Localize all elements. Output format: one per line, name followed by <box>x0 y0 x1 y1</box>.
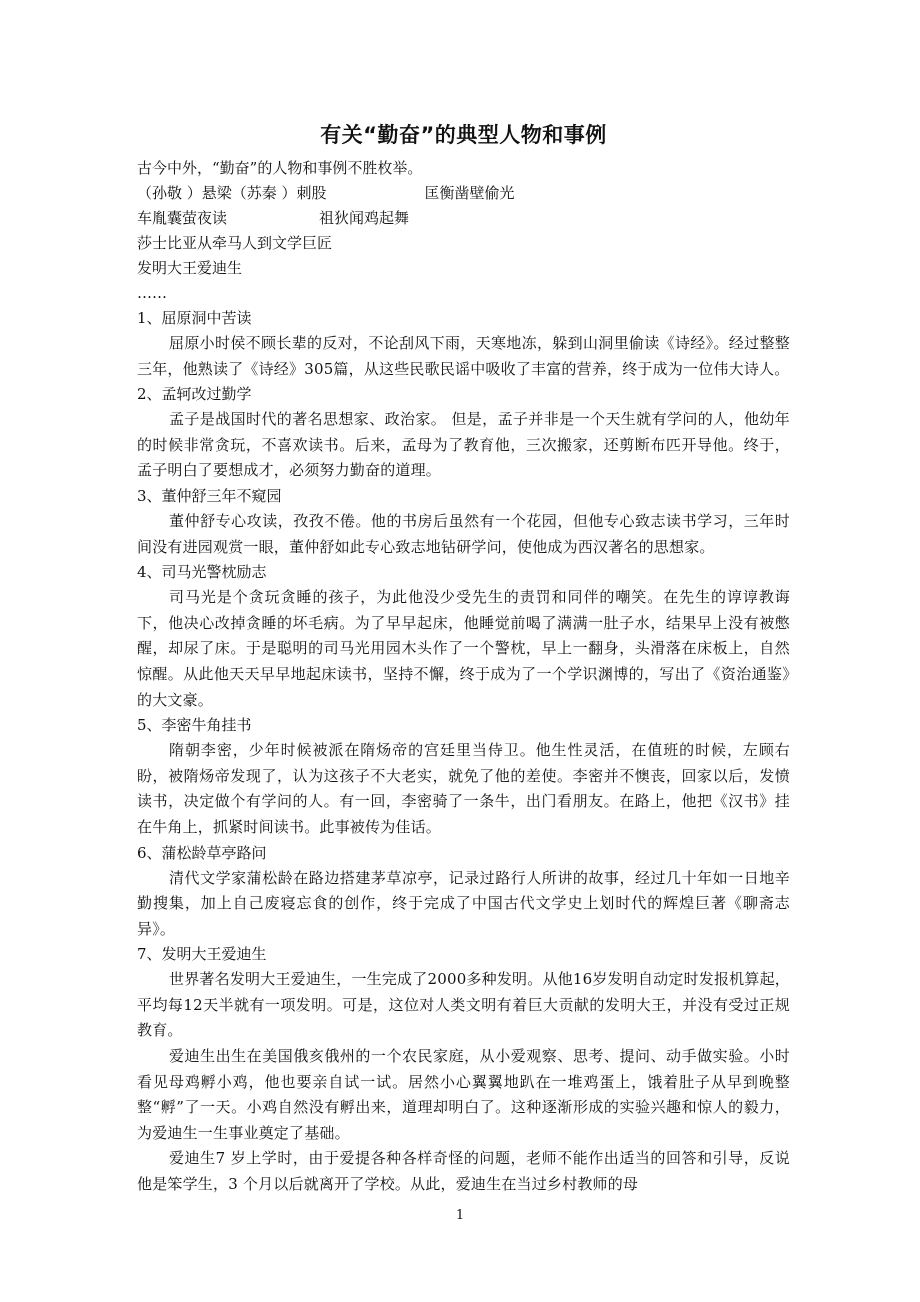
section-paragraph: 隋朝李密，少年时候被派在隋炀帝的宫廷里当侍卫。他生性灵活，在值班的时候，左顾右盼，被隋炀帝发现了，认为这孩子不大老实，就免了他的差使。李密并不懊丧，回家以后，发愤读书，决定做个有学问的人。有一回，李密骑了一条牛，出门看朋友。在路上，他把《汉书》挂在牛角上，抓紧时间读书。此事被传为佳话。 <box>137 741 790 836</box>
section-paragraph: 清代文学家蒲松龄在路边搭建茅草凉亭，记录过路行人所讲的故事，经过几十年如一日地辛勤搜集，加上自己废寝忘食的创作，终于完成了中国古代文学史上划时代的辉煌巨著《聊斋志异》。 <box>137 868 790 938</box>
section-heading: 7、发明大王爱迪生 <box>137 945 267 964</box>
intro-line <box>137 181 790 206</box>
intro-item: 祖狄闻鸡起舞 <box>319 209 410 227</box>
document-title: 有关“勤奋”的典型人物和事例 <box>320 123 607 147</box>
intro-line <box>137 206 790 231</box>
section-paragraph: 屈原小时侯不顾长辈的反对，不论刮风下雨，天寒地冻，躲到山洞里偷读《诗经》。经过整整三年，他熟读了《诗经》305篇，从这些民歌民谣中吸收了丰富的营养，终于成为一位伟大诗人。 <box>137 334 790 378</box>
section <box>137 560 790 713</box>
section-paragraph: 董仲舒专心攻读，孜孜不倦。他的书房后虽然有一个花园，但他专心致志读书学习，三年时间没有进园观赏一眼，董仲舒如此专心致志地钻研学问，使他成为西汉著名的思想家。 <box>137 511 790 556</box>
section-paragraph: 孟子是战国时代的著名思想家、政治家。 但是，孟子并非是一个天生就有学问的人，他幼年的时候非常贪玩，不喜欢读书。后来，孟母为了教育他，三次搬家，还剪断布匹开导他。终于，孟子明白了要想成才，必须努力勤奋的道理。 <box>137 410 790 480</box>
intro-item: （孙敬 ）悬梁（苏秦 ）刺股 <box>137 184 327 202</box>
page-number: 1 <box>455 1208 465 1223</box>
intro-item: 匡衡凿壁偷光 <box>424 184 515 202</box>
section-heading: 6、蒲松龄草亭路问 <box>137 843 267 862</box>
section <box>137 841 790 943</box>
intro-item: 车胤囊萤夜读 <box>137 209 228 227</box>
section-paragraph: 爱迪生7 岁上学时，由于爱提各种各样奇怪的问题，老师不能作出适当的回答和引导，反说他是笨学生，3 个月以后就离开了学校。从此，爱迪生在当过乡村教师的母 <box>137 1149 790 1194</box>
section-paragraph: 世界著名发明大王爱迪生，一生完成了2000多种发明。从他16岁发明自动定时发报机算起，平均每12天半就有一项发明。可是，这位对人类文明有着巨大贡献的发明大王，并没有受过正规教育。 <box>137 970 790 1040</box>
intro-ellipsis: …… <box>137 284 167 302</box>
section <box>137 484 790 560</box>
document-body <box>137 120 790 1198</box>
intro-line: 发明大王爱迪生 <box>137 259 243 277</box>
section-heading: 3、董仲舒三年不窥园 <box>137 486 282 505</box>
section <box>137 713 790 840</box>
section <box>137 306 790 382</box>
intro-block <box>137 156 790 306</box>
section-heading: 2、孟轲改过勤学 <box>137 385 252 404</box>
section-heading: 5、李密牛角挂书 <box>137 716 252 735</box>
section-paragraph: 爱迪生出生在美国俄亥俄州的一个农民家庭，从小爱观察、思考、提问、动手做实验。小时看见母鸡孵小鸡，他也要亲自试一试。居然小心翼翼地趴在一堆鸡蛋上，饿着肚子从早到晚整整“孵”了一天。小鸡自然没有孵出来，道理却明白了。这种逐渐形成的实验兴趣和惊人的毅力，为爱迪生一生事业奠定了基础。 <box>137 1047 790 1142</box>
section-heading: 1、屈原洞中苦读 <box>137 309 252 327</box>
section <box>137 942 790 1197</box>
section-heading: 4、司马光警枕励志 <box>137 563 267 582</box>
section <box>137 382 790 484</box>
section-paragraph: 司马光是个贪玩贪睡的孩子，为此他没少受先生的责罚和同伴的嘲笑。在先生的谆谆教诲下，他决心改掉贪睡的坏毛病。为了早早起床，他睡觉前喝了满满一肚子水，结果早上没有被憋醒，却尿了床。于是聪明的司马光用园木头作了一个警枕，早上一翻身，头滑落在床板上，自然惊醒。从此他天天早早地起床读书，坚持不懈，终于成为了一个学识渊博的，写出了《资治通鉴》的大文豪。 <box>137 588 790 709</box>
intro-line: 莎士比亚从牵马人到文学巨匠 <box>137 234 333 252</box>
intro-line: 古今中外，“勤奋”的人物和事例不胜枚举。 <box>137 159 423 177</box>
